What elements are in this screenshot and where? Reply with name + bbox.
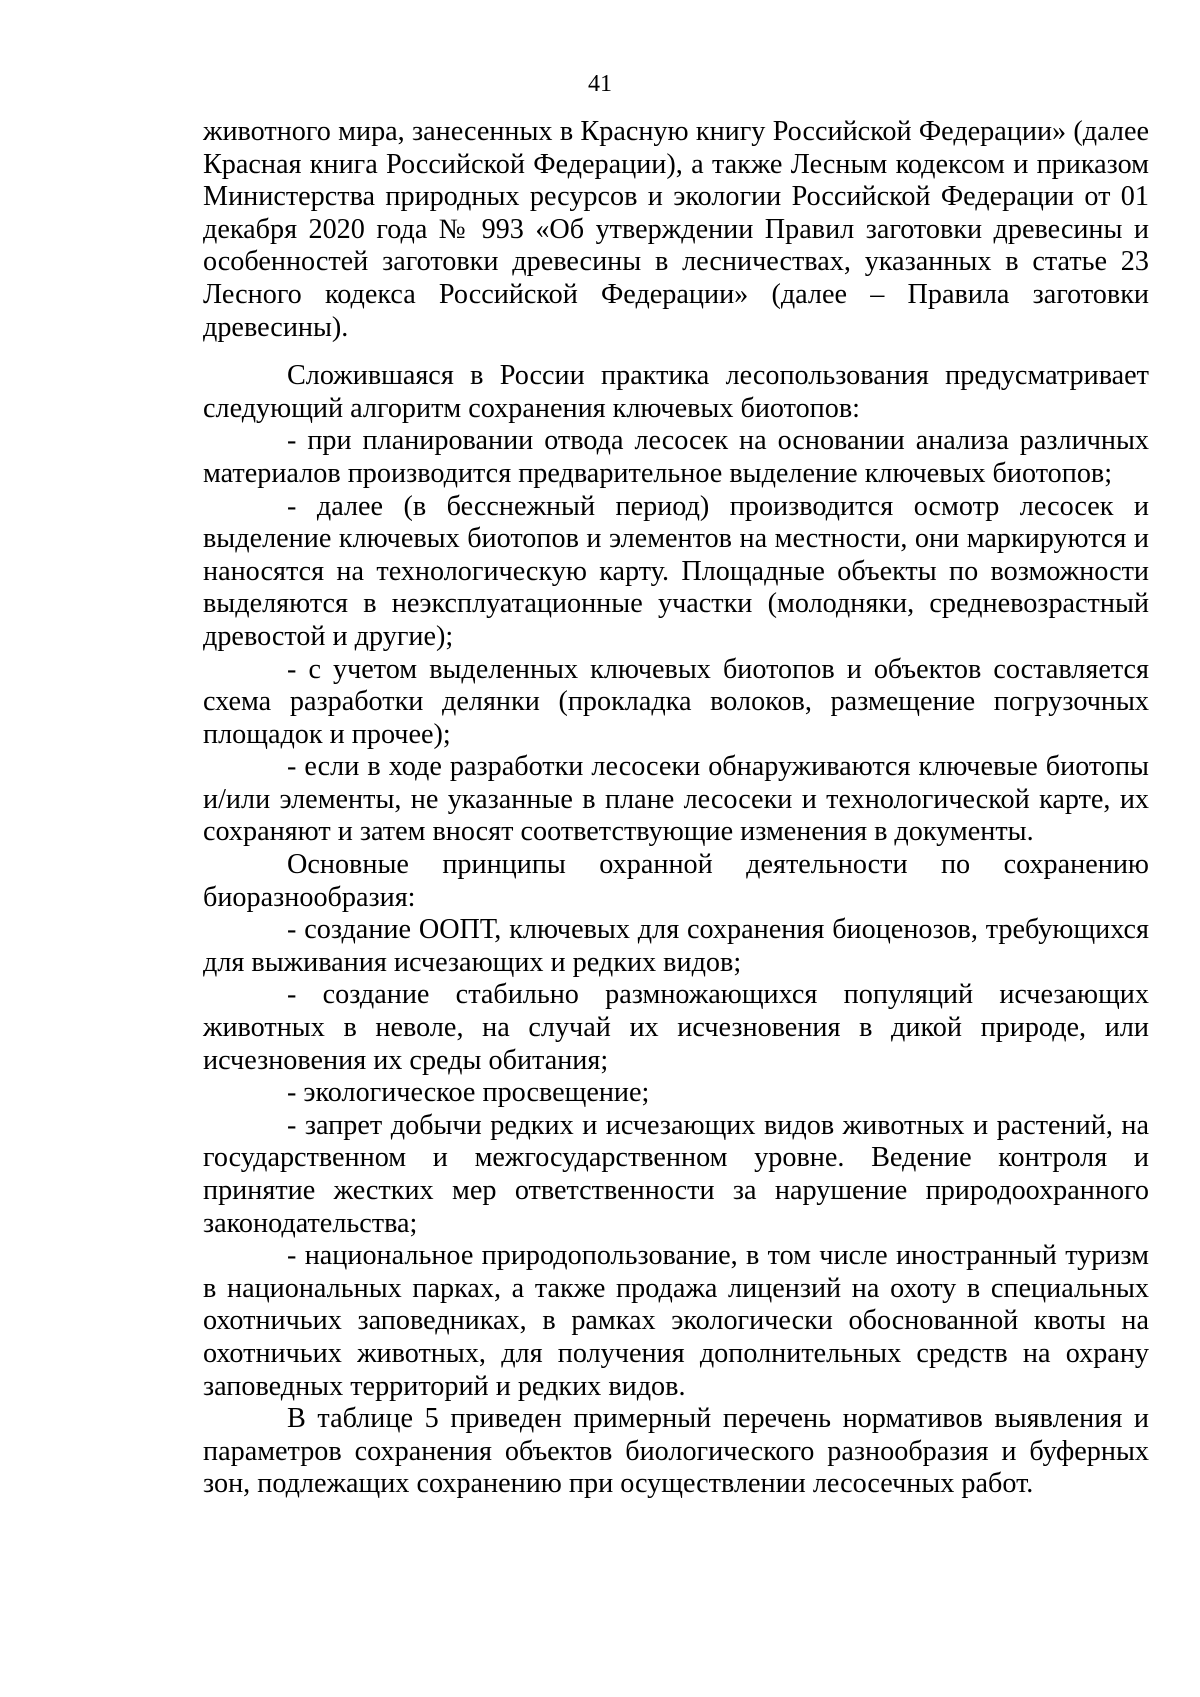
paragraph-table-reference: В таблице 5 приведен примерный перечень нормативов выявления и параметров сохранения объектов биологического разнообразия и буферных зон, подлежащих сохранению при осуществлении лесосечных работ. [203, 1403, 1149, 1500]
list-item-protected-areas: - создание ООПТ, ключевых для сохранения биоценозов, требующихся для выживания исчезающих и редких видов; [203, 914, 1149, 978]
list-item-planning: - при планировании отвода лесосек на основании анализа различных материалов производится предварительное выделение ключевых биотопов; [203, 425, 1149, 489]
list-item-scheme: - с учетом выделенных ключевых биотопов и объектов составляется схема разработки делянки (прокладка волоков, размещение погрузочных площадок и прочее); [203, 653, 1149, 750]
list-item-national-use: - национальное природопользование, в том числе иностранный туризм в национальных парках, а также продажа лицензий на охоту в специальных охотничьих заповедниках, в рамках экологически обоснованной квоты на охотничьих животных, для получения дополнительных средств на охрану заповедных территорий и редких видов. [203, 1240, 1149, 1402]
list-item-education: - экологическое просвещение; [287, 1077, 650, 1109]
list-item-hunting-ban: - запрет добычи редких и исчезающих видов животных и растений, на государственном и межгосударственном уровне. Ведение контроля и принятие жестких мер ответственности за нарушение природоохранного законодательства; [203, 1109, 1149, 1239]
list-item-captive-populations: - создание стабильно размножающихся популяций исчезающих животных в неволе, на случай их исчезновения в дикой природе, или исчезновения их среды обитания; [203, 979, 1149, 1076]
paragraph-continuation: животного мира, занесенных в Красную книгу Российской Федерации» (далее Красная книга Российской Федерации), а также Лесным кодексом и приказом Министерства природных ресурсов и экологии Российской Федерации от 01 декабря 2020 года № 993 «Об утверждении Правил заготовки древесины и особенностей заготовки древесины в лесничествах, указанных в статье 23 Лесного кодекса Российской Федерации» (далее – Правила заготовки древесины). [203, 116, 1149, 343]
document-body [203, 116, 1149, 1501]
page-number: 41 [588, 71, 612, 97]
paragraph-principles-intro: Основные принципы охранной деятельности по сохранению биоразнообразия: [203, 849, 1149, 913]
list-item-inspection: - далее (в бесснежный период) производится осмотр лесосек и выделение ключевых биотопов и элементов на местности, они маркируются и наносятся на технологическую карту. Площадные объекты по возможности выделяются в неэксплуатационные участки (молодняки, средневозрастный древостой и другие); [203, 490, 1149, 652]
list-item-discovery: - если в ходе разработки лесосеки обнаруживаются ключевые биотопы и/или элементы, не указанные в плане лесосеки и технологической карте, их сохраняют и затем вносят соответствующие изменения в документы. [203, 751, 1149, 848]
paragraph-practice-intro: Сложившаяся в России практика лесопользования предусматривает следующий алгоритм сохранения ключевых биотопов: [203, 360, 1149, 424]
